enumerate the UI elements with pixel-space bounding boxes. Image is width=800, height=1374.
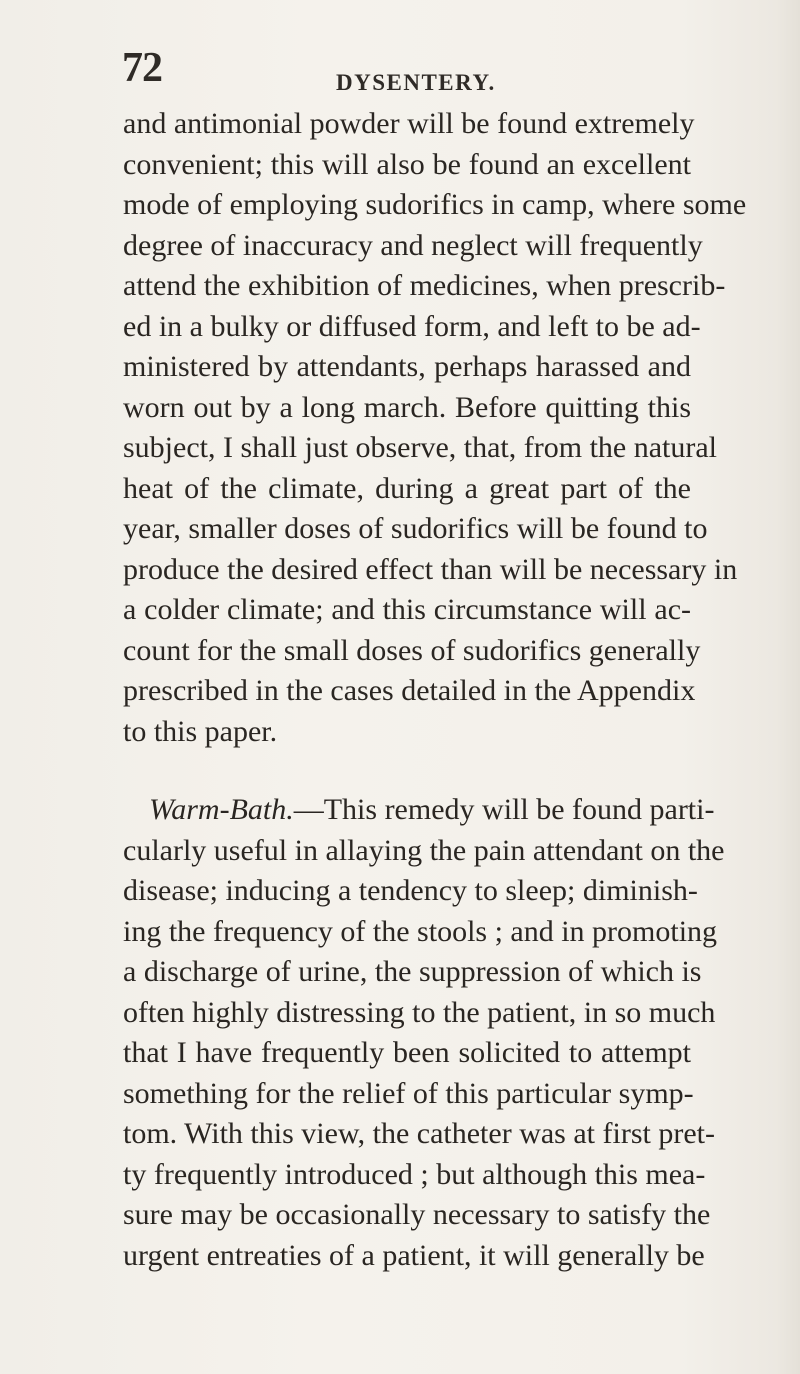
text-line: heat of the climate, during a great part of the <box>123 471 691 505</box>
running-head: DYSENTERY. <box>336 70 496 95</box>
text-line: a discharge of urine, the suppression of which is <box>123 955 702 988</box>
text-line: mode of employing sudorifics in camp, where some <box>123 188 747 221</box>
section-heading-warm-bath: Warm-Bath. <box>149 793 294 826</box>
text-line-rest: —This remedy will be found parti- <box>293 793 715 826</box>
text-line: convenient; this will also be found an excellent <box>123 147 691 181</box>
text-line: that I have frequently been solicited to attempt <box>123 1036 691 1069</box>
text-line: count for the small doses of sudorifics generally <box>123 633 701 667</box>
text-line: ministered by attendants, perhaps harassed and <box>123 350 691 383</box>
text-line: year, smaller doses of sudorifics will be found to <box>123 512 708 545</box>
text-line <box>123 790 715 831</box>
text-line: tom. With this view, the catheter was at first pret- <box>123 1117 715 1150</box>
text-line: disease; inducing a tendency to sleep; diminish- <box>123 874 698 907</box>
paragraph-warm-bath <box>123 790 725 1276</box>
text-line: something for the relief of this particular symp- <box>123 1076 694 1110</box>
text-line: to this paper. <box>123 714 278 748</box>
text-line: subject, I shall just observe, that, from the natural <box>123 431 718 464</box>
text-line: ing the frequency of the stools ; and in promoting <box>123 914 718 948</box>
text-line: and antimonial powder will be found extremely <box>123 107 695 140</box>
text-line: prescribed in the cases detailed in the Appendix <box>123 674 696 707</box>
text-line: produce the desired effect than will be necessary in <box>123 552 738 586</box>
text-line: ed in a bulky or diffused form, and left to be ad- <box>123 309 701 343</box>
page-number: 72 <box>122 45 162 91</box>
text-line: degree of inaccuracy and neglect will frequently <box>123 228 703 262</box>
text-line: ty frequently introduced ; but although this mea- <box>123 1157 706 1191</box>
text-line: sure may be occasionally necessary to satisfy the <box>123 1198 711 1231</box>
text-line: a colder climate; and this circumstance will ac- <box>123 593 691 626</box>
paragraph-sudorifics <box>123 104 747 752</box>
text-line: often highly distressing to the patient, in so much <box>123 995 716 1029</box>
text-line: attend the exhibition of medicines, when prescrib- <box>123 269 726 302</box>
text-line: urgent entreaties of a patient, it will generally be <box>123 1238 705 1272</box>
text-line: cularly useful in allaying the pain attendant on the <box>123 833 725 867</box>
paragraph-gap <box>123 752 691 790</box>
text-line: worn out by a long march. Before quitting this <box>123 390 691 424</box>
body-text <box>123 104 747 1276</box>
